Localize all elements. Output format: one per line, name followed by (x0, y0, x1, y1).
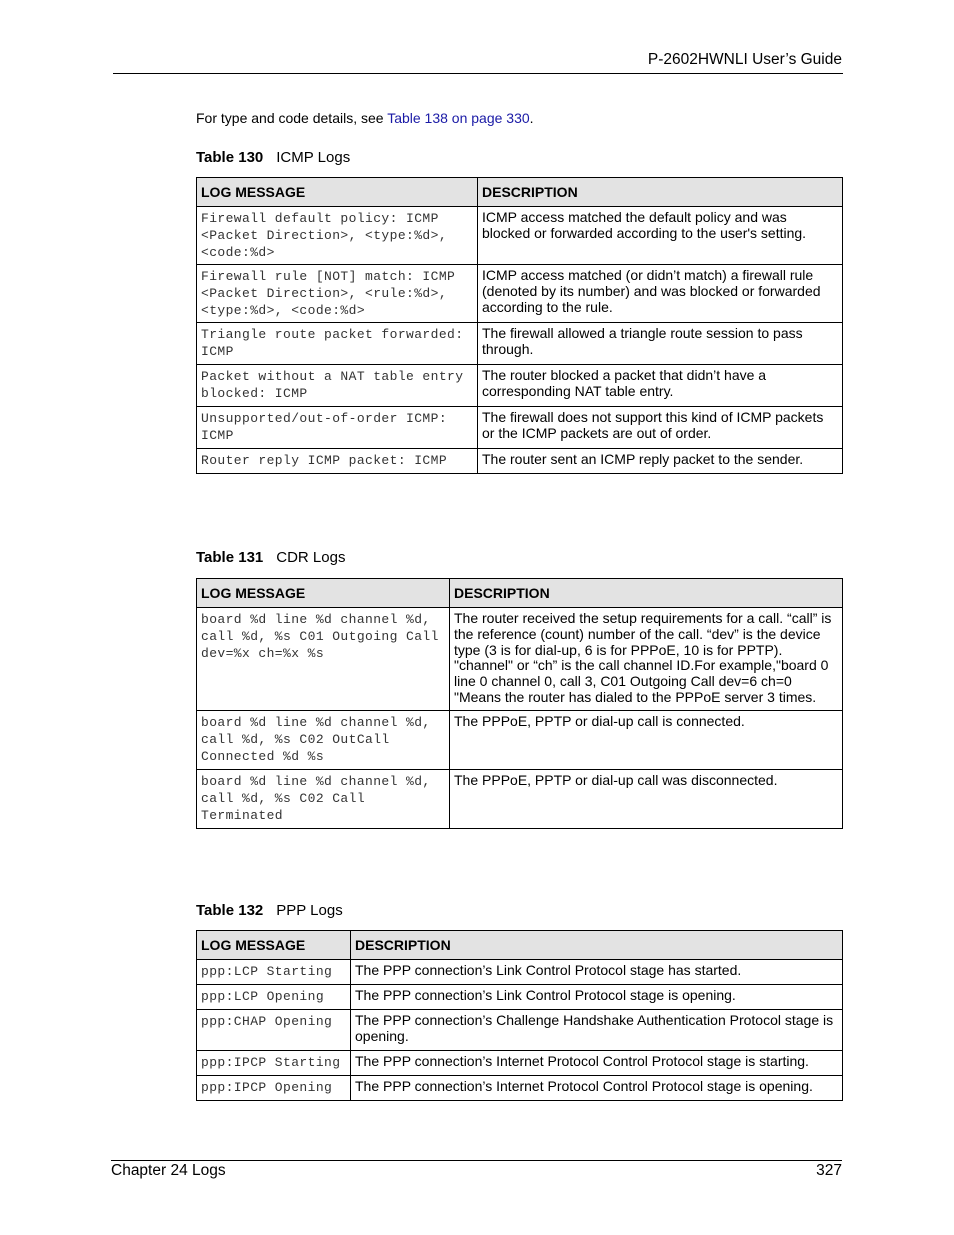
log-message-cell: Unsupported/out-of-order ICMP: ICMP (197, 407, 478, 449)
table-row (197, 365, 843, 407)
log-message-cell: ppp:IPCP Opening (197, 1076, 351, 1101)
caption-number: Table 131 (196, 549, 264, 566)
column-header-log-message: LOG MESSAGE (197, 579, 450, 608)
description-cell: The firewall allowed a triangle route session to pass through. (478, 323, 843, 365)
table-body (197, 960, 843, 1101)
table-row (197, 323, 843, 365)
header-rule (113, 73, 843, 74)
log-message-cell: Packet without a NAT table entry blocked: ICMP (197, 365, 478, 407)
log-message-cell: Triangle route packet forwarded: ICMP (197, 323, 478, 365)
column-header-description: DESCRIPTION (450, 579, 843, 608)
table-header-row (197, 579, 843, 608)
description-cell: The PPPoE, PPTP or dial-up call was disconnected. (450, 770, 843, 829)
log-message-cell: ppp:CHAP Opening (197, 1010, 351, 1051)
description-cell: The PPP connection’s Internet Protocol Control Protocol stage is opening. (351, 1076, 843, 1101)
ppp-logs-table (196, 930, 843, 1101)
log-message-cell: board %d line %d channel %d, call %d, %s C02 OutCall Connected %d %s (197, 711, 450, 770)
table-row (197, 449, 843, 474)
description-cell: The PPP connection’s Internet Protocol Control Protocol stage is starting. (351, 1051, 843, 1076)
table-132-caption (196, 902, 343, 919)
log-message-cell: ppp:IPCP Starting (197, 1051, 351, 1076)
table-row (197, 265, 843, 323)
intro-paragraph (196, 110, 534, 126)
table-130-caption (196, 149, 350, 166)
description-cell: The PPPoE, PPTP or dial-up call is connected. (450, 711, 843, 770)
column-header-description: DESCRIPTION (478, 178, 843, 207)
column-header-log-message: LOG MESSAGE (197, 178, 478, 207)
description-cell: The firewall does not support this kind of ICMP packets or the ICMP packets are out of order. (478, 407, 843, 449)
table-131-caption (196, 549, 345, 566)
table-row (197, 770, 843, 829)
table-row (197, 1076, 843, 1101)
caption-number: Table 130 (196, 149, 264, 166)
caption-title: CDR Logs (276, 549, 346, 566)
intro-prefix: For type and code details, see (196, 110, 388, 126)
intro-suffix: . (529, 110, 534, 126)
description-cell: The PPP connection’s Link Control Protocol stage is opening. (351, 985, 843, 1010)
table-cross-reference-link[interactable]: Table 138 on page 330 (387, 110, 530, 126)
table-row (197, 207, 843, 265)
table-header-row (197, 931, 843, 960)
description-cell: The router received the setup requirements for a call. “call” is the reference (count) number of the call. “dev” is the device type (3 is for dial-up, 6 is for PPPoE, 10 is for PPTP). "channel" or “ch” is the call channel ID.For example,"board 0 line 0 channel 0, call 3, C01 Outgoing Call dev=6 ch=0 "Means the router has dialed to the PPPoE server 3 times. (450, 608, 843, 711)
column-header-description: DESCRIPTION (351, 931, 843, 960)
caption-title: ICMP Logs (276, 149, 351, 166)
table-row (197, 711, 843, 770)
table-row (197, 1010, 843, 1051)
log-message-cell: board %d line %d channel %d, call %d, %s C01 Outgoing Call dev=%x ch=%x %s (197, 608, 450, 711)
description-cell: The PPP connection’s Link Control Protocol stage has started. (351, 960, 843, 985)
table-row (197, 985, 843, 1010)
table-row (197, 1051, 843, 1076)
description-cell: The PPP connection’s Challenge Handshake Authentication Protocol stage is opening. (351, 1010, 843, 1051)
table-row (197, 960, 843, 985)
table-header-row (197, 178, 843, 207)
icmp-logs-table (196, 177, 843, 474)
description-cell: The router blocked a packet that didn’t have a corresponding NAT table entry. (478, 365, 843, 407)
table-row (197, 407, 843, 449)
table-body (197, 608, 843, 829)
log-message-cell: board %d line %d channel %d, call %d, %s C02 Call Terminated (197, 770, 450, 829)
log-message-cell: Firewall default policy: ICMP <Packet Direction>, <type:%d>, <code:%d> (197, 207, 478, 265)
log-message-cell: ppp:LCP Opening (197, 985, 351, 1010)
page-header-title: P-2602HWNLI User’s Guide (647, 51, 842, 68)
caption-title: PPP Logs (276, 902, 343, 919)
description-cell: ICMP access matched (or didn’t match) a firewall rule (denoted by its number) and was blocked or forwarded according to the rule. (478, 265, 843, 323)
column-header-log-message: LOG MESSAGE (197, 931, 351, 960)
log-message-cell: ppp:LCP Starting (197, 960, 351, 985)
cdr-logs-table (196, 578, 843, 829)
log-message-cell: Firewall rule [NOT] match: ICMP <Packet Direction>, <rule:%d>, <type:%d>, <code:%d> (197, 265, 478, 323)
footer-rule (111, 1160, 842, 1161)
footer-page-number: 327 (816, 1162, 842, 1179)
description-cell: The router sent an ICMP reply packet to the sender. (478, 449, 843, 474)
log-message-cell: Router reply ICMP packet: ICMP (197, 449, 478, 474)
caption-number: Table 132 (196, 902, 264, 919)
footer-chapter: Chapter 24 Logs (111, 1162, 226, 1179)
table-row (197, 608, 843, 711)
description-cell: ICMP access matched the default policy and was blocked or forwarded according to the user's setting. (478, 207, 843, 265)
table-body (197, 207, 843, 474)
